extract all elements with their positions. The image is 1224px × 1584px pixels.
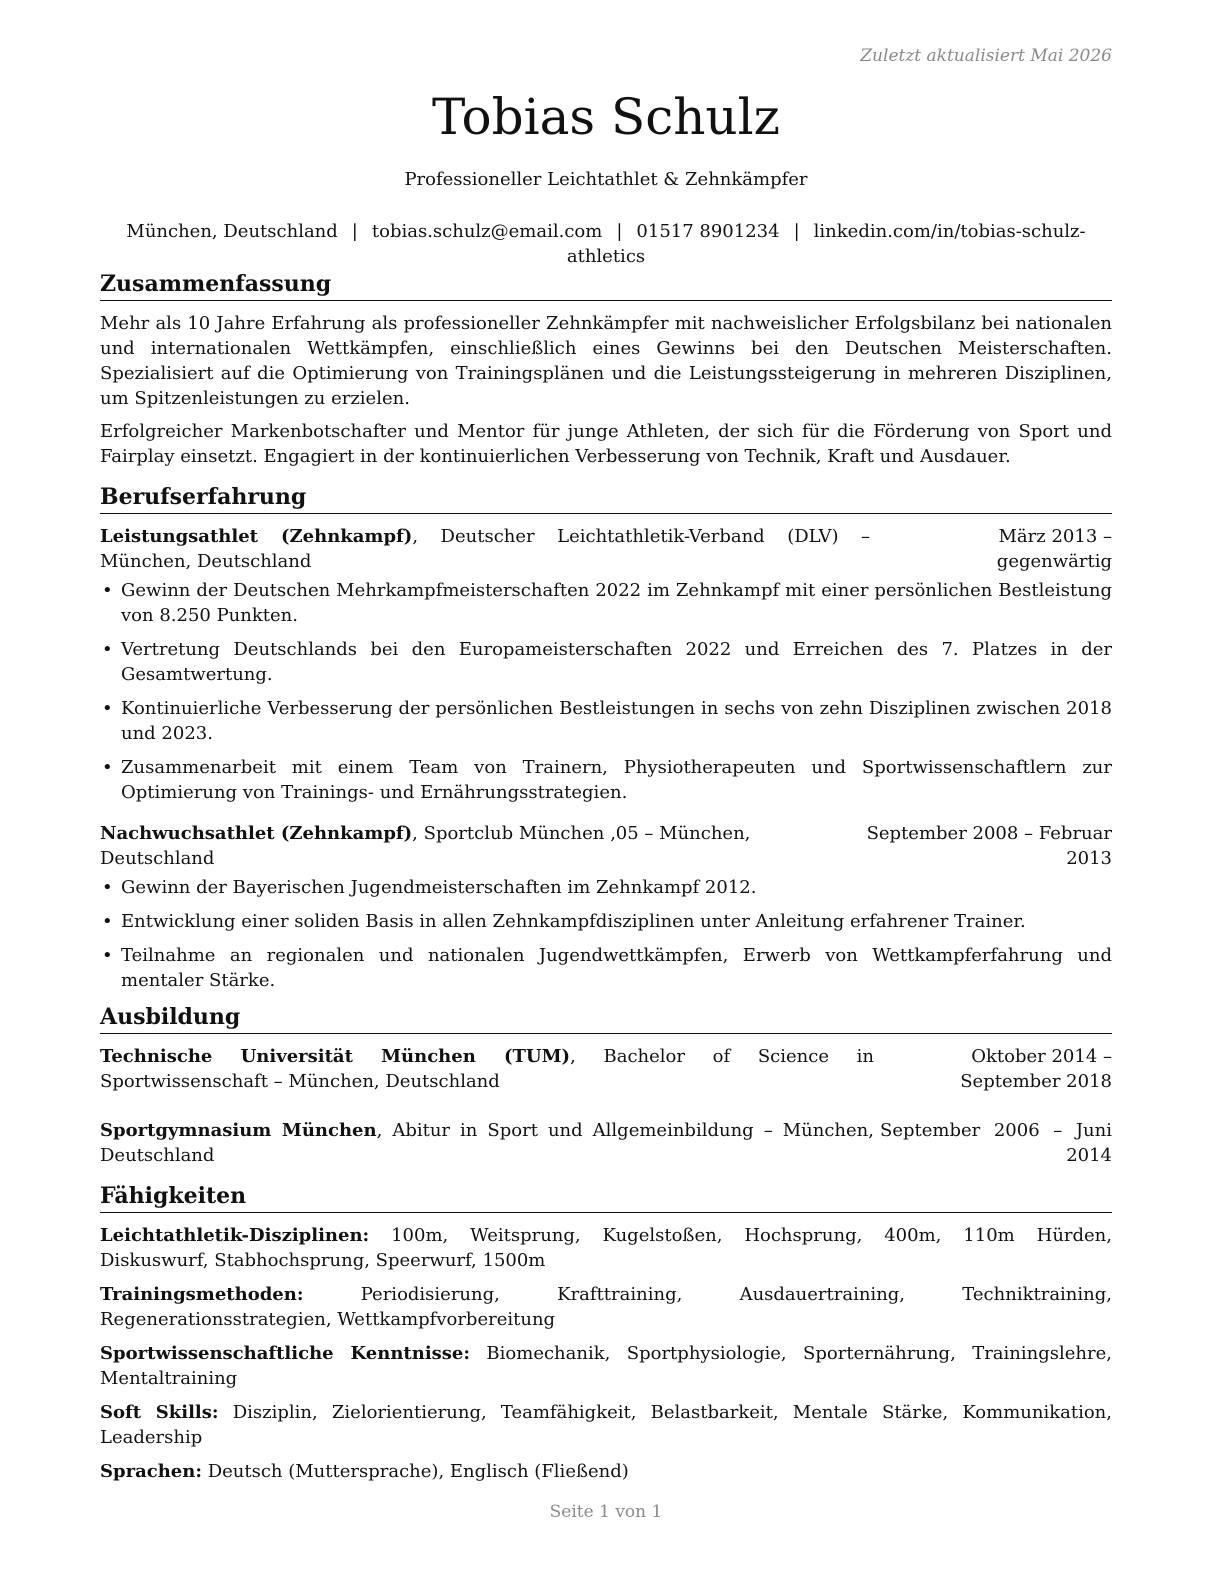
skill-label: Soft Skills: <box>100 1402 219 1423</box>
job-entry <box>100 821 1112 993</box>
job-title: Leistungsathlet (Zehnkampf) <box>100 526 413 547</box>
education-entry <box>100 1118 1112 1168</box>
skill-row <box>100 1223 1112 1273</box>
education-detail: , Bachelor of Science in Sportwissenschaft – München, Deutschland <box>100 1046 874 1092</box>
skill-label: Sprachen: <box>100 1461 202 1482</box>
skill-label: Sportwissenschaftliche Kenntnisse: <box>100 1343 471 1364</box>
job-header <box>100 524 1112 574</box>
skill-row <box>100 1400 1112 1450</box>
job-dates: September 2008 – Februar 2013 <box>866 823 1112 869</box>
contact-separator: | <box>616 221 623 242</box>
summary-paragraph: Erfolgreicher Markenbotschafter und Mentor für junge Athleten, der sich für die Förderung von Sport und Fairplay einsetzt. Engagiert in der kontinuierlichen Verbesserung von Technik, Kraft und Ausdauer. <box>100 421 1112 467</box>
contact-separator: | <box>351 221 358 242</box>
skill-row <box>100 1459 1112 1484</box>
skill-value: 100m, Weitsprung, Kugelstoßen, Hochsprung, 400m, 110m Hürden, Diskuswurf, Stabhochsprung, Speerwurf, 1500m <box>100 1225 1112 1271</box>
list-item: • Kontinuierliche Verbesserung der persönlichen Bestleistungen in sechs von zehn Disziplinen zwischen 2018 und 2023. <box>100 696 1112 746</box>
job-organization: , Deutscher Leichtathletik-Verband (DLV) – München, Deutschland <box>100 526 870 572</box>
education-entry <box>100 1044 1112 1094</box>
resume-content <box>100 270 1112 1493</box>
education-detail: , Abitur in Sport und Allgemeinbildung – München, Deutschland <box>100 1120 874 1166</box>
contact-phone: 01517 8901234 <box>636 221 780 242</box>
skill-label: Trainingsmethoden: <box>100 1284 304 1305</box>
section-heading-experience: Berufserfahrung <box>100 483 1112 514</box>
person-name: Tobias Schulz <box>432 88 780 146</box>
skill-label: Leichtathletik-Disziplinen: <box>100 1225 370 1246</box>
summary-section <box>100 270 1112 469</box>
education-dates: Oktober 2014 – September 2018 <box>960 1046 1112 1092</box>
list-item: • Zusammenarbeit mit einem Team von Trainern, Physiotherapeuten und Sportwissenschaftlern zur Optimierung von Trainings- und Ernährungsstrategien. <box>100 755 1112 805</box>
education-title-line <box>100 1118 874 1168</box>
job-dates: März 2013 – gegenwärtig <box>996 526 1112 572</box>
job-title-line <box>100 524 870 574</box>
resume-page <box>100 0 1112 1584</box>
skill-value: Biomechanik, Sportphysiologie, Sporternährung, Trainingslehre, Mentaltraining <box>100 1343 1112 1389</box>
list-item: • Entwicklung einer soliden Basis in allen Zehnkampfdisziplinen unter Anleitung erfahrener Trainer. <box>100 909 1112 934</box>
job-entry <box>100 524 1112 805</box>
person-subtitle: Professioneller Leichtathlet & Zehnkämpfer <box>404 169 808 190</box>
section-heading-skills: Fähigkeiten <box>100 1182 1112 1213</box>
education-school: Sportgymnasium München <box>100 1120 377 1141</box>
job-title-line <box>100 821 850 871</box>
job-title: Nachwuchsathlet (Zehnkampf) <box>100 823 413 844</box>
contact-linkedin[interactable]: linkedin.com/in/tobias-schulz-athletics <box>566 221 1086 267</box>
list-item: • Gewinn der Deutschen Mehrkampfmeisterschaften 2022 im Zehnkampf mit einer persönlichen Bestleistung von 8.250 Punkten. <box>100 578 1112 628</box>
education-section <box>100 1003 1112 1168</box>
section-heading-summary: Zusammenfassung <box>100 270 1112 301</box>
education-dates: September 2006 – Juni 2014 <box>880 1120 1112 1166</box>
summary-paragraph: Mehr als 10 Jahre Erfahrung als professioneller Zehnkämpfer mit nachweislicher Erfolgsbilanz bei nationalen und internationalen Wettkämpfen, einschließlich eines Gewinns bei den Deutschen Meisterschaften. Spezialisiert auf die Optimierung von Trainingsplänen und die Leistungssteigerung in mehreren Disziplinen, um Spitzenleistungen zu erzielen. <box>100 313 1112 409</box>
job-bullets <box>100 578 1112 805</box>
experience-section <box>100 483 1112 993</box>
last-updated-note: Zuletzt aktualisiert Mai 2026 <box>860 46 1112 66</box>
contact-separator: | <box>793 221 800 242</box>
job-bullets <box>100 875 1112 993</box>
list-item: • Vertretung Deutschlands bei den Europameisterschaften 2022 und Erreichen des 7. Platzes in der Gesamtwertung. <box>100 637 1112 687</box>
contact-email[interactable]: tobias.schulz@email.com <box>371 221 603 242</box>
list-item: • Teilnahme an regionalen und nationalen Jugendwettkämpfen, Erwerb von Wettkampferfahrung und mentaler Stärke. <box>100 943 1112 993</box>
job-header <box>100 821 1112 871</box>
skills-section <box>100 1182 1112 1484</box>
contact-line <box>100 219 1112 269</box>
list-item: • Gewinn der Bayerischen Jugendmeisterschaften im Zehnkampf 2012. <box>100 875 1112 900</box>
skill-value: Deutsch (Muttersprache), Englisch (Fließend) <box>201 1461 629 1482</box>
section-heading-education: Ausbildung <box>100 1003 1112 1034</box>
page-number-footer: Seite 1 von 1 <box>549 1502 663 1522</box>
skill-row <box>100 1282 1112 1332</box>
skill-value: Disziplin, Zielorientierung, Teamfähigkeit, Belastbarkeit, Mentale Stärke, Kommunikation, Leadership <box>100 1402 1112 1448</box>
job-organization: , Sportclub München ‚05 – München, Deutschland <box>100 823 751 869</box>
education-school: Technische Universität München (TUM) <box>100 1046 571 1067</box>
skill-value: Periodisierung, Krafttraining, Ausdauertraining, Techniktraining, Regenerationsstrategien, Wettkampfvorbereitung <box>100 1284 1112 1330</box>
education-title-line <box>100 1044 874 1094</box>
contact-location: München, Deutschland <box>126 221 338 242</box>
skill-row <box>100 1341 1112 1391</box>
